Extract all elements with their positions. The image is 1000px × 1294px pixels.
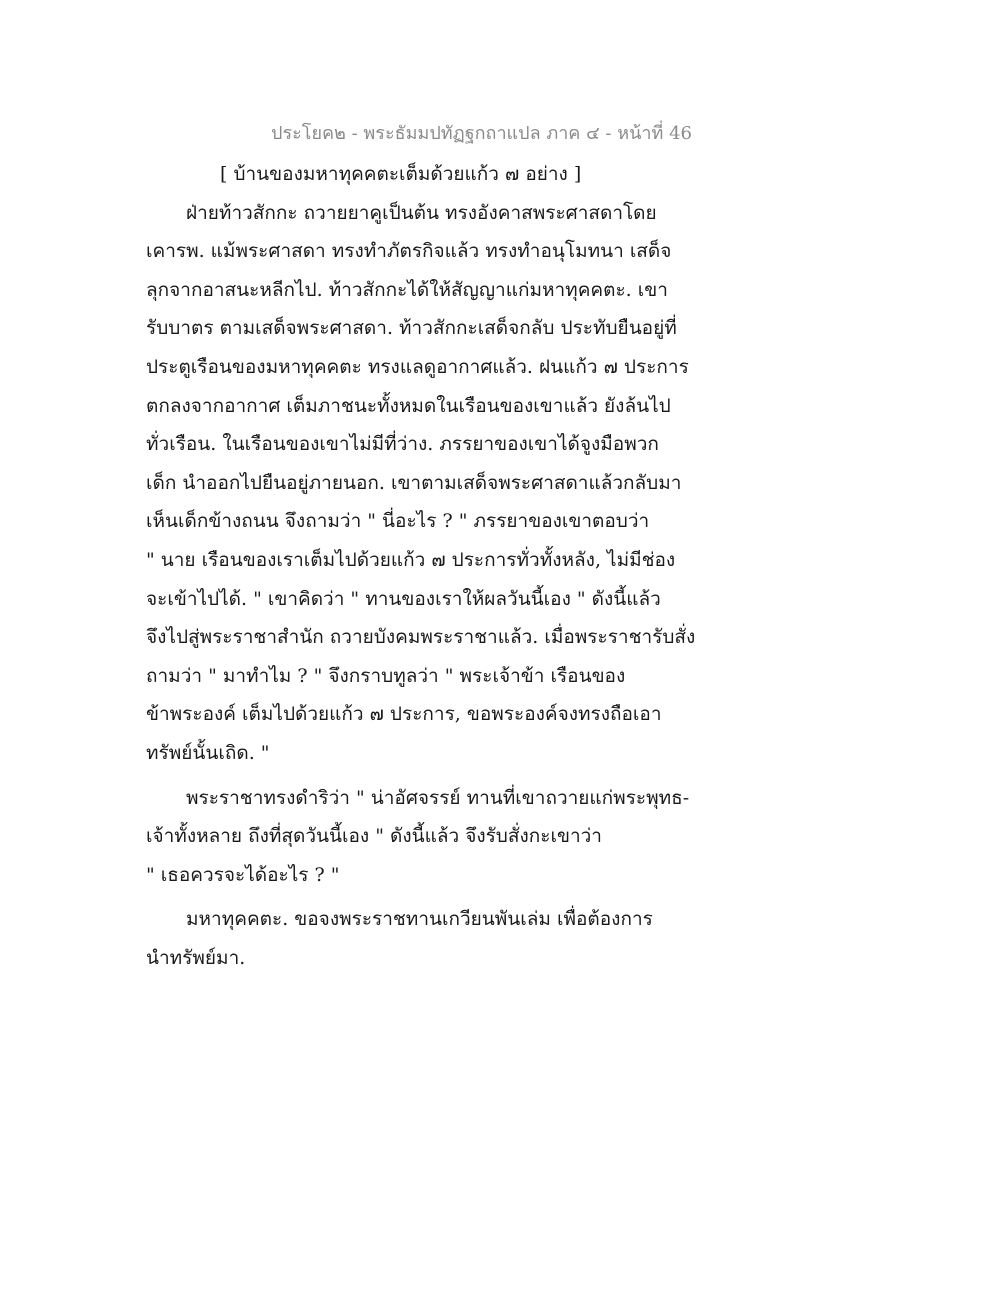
text-line: ข้าพระองค์ เต็มไปด้วยแก้ว ๗ ประการ, ขอพระองค์จงทรงถือเอา <box>146 703 662 726</box>
section-title: [ บ้านของมหาทุคคตะเต็มด้วยแก้ว ๗ อย่าง ] <box>220 163 582 185</box>
running-header: ประโยค๒ - พระธัมมปทัฏฐกถาแปล ภาค ๔ - หน้าที่ 46 <box>271 123 692 144</box>
text-line: เคารพ. แม้พระศาสดา ทรงทำภัตรกิจแล้ว ทรงทำอนุโมทนา เสด็จ <box>146 240 672 263</box>
paragraph-1 <box>146 194 706 773</box>
text-line: " นาย เรือนของเราเต็มไปด้วยแก้ว ๗ ประการทั่วทั้งหลัง, ไม่มีช่อง <box>146 548 676 571</box>
text-line: นำทรัพย์มา. <box>146 946 246 969</box>
text-line: ลุกจากอาสนะหลีกไป. ท้าวสักกะได้ให้สัญญาแก่มหาทุคคตะ. เขา <box>146 278 668 301</box>
text-line: พระราชาทรงดำริว่า " น่าอัศจรรย์ ทานที่เขาถวายแก่พระพุทธ- <box>186 786 690 809</box>
text-line: เด็ก นำออกไปยืนอยู่ภายนอก. เขาตามเสด็จพระศาสดาแล้วกลับมา <box>146 471 682 494</box>
document-body <box>146 155 706 977</box>
text-line: " เธอควรจะได้อะไร ? " <box>146 863 340 886</box>
text-line: ฝ่ายท้าวสักกะ ถวายยาคูเป็นต้น ทรงอังคาสพระศาสดาโดย <box>186 201 657 224</box>
text-line: จึงไปสู่พระราชาสำนัก ถวายบังคมพระราชาแล้ว. เมื่อพระราชารับสั่ง <box>146 626 696 649</box>
paragraph-3 <box>146 900 706 977</box>
text-line: จะเข้าไปได้. " เขาคิดว่า " ทานของเราให้ผลวันนี้เอง " ดังนี้แล้ว <box>146 587 661 610</box>
text-line: ตกลงจากอากาศ เต็มภาชนะทั้งหมดในเรือนของเขาแล้ว ยังล้นไป <box>146 394 671 417</box>
text-line: เจ้าทั้งหลาย ถึงที่สุดวันนี้เอง " ดังนี้แล้ว จึงรับสั่งกะเขาว่า <box>146 825 602 848</box>
text-line: มหาทุคคตะ. ขอจงพระราชทานเกวียนพันเล่ม เพื่อต้องการ <box>186 908 653 931</box>
text-line: ถามว่า " มาทำไม ? " จึงกราบทูลว่า " พระเจ้าข้า เรือนของ <box>146 664 626 687</box>
paragraph-2 <box>146 779 706 895</box>
text-line: ทรัพย์นั้นเถิด. " <box>146 741 270 764</box>
text-line: ทั่วเรือน. ในเรือนของเขาไม่มีที่ว่าง. ภรรยาของเขาได้จูงมือพวก <box>146 433 659 456</box>
text-line: เห็นเด็กข้างถนน จึงถามว่า " นี่อะไร ? " ภรรยาของเขาตอบว่า <box>146 510 650 533</box>
text-line: ประตูเรือนของมหาทุคคตะ ทรงแลดูอากาศแล้ว. ฝนแก้ว ๗ ประการ <box>146 355 689 378</box>
text-line: รับบาตร ตามเสด็จพระศาสดา. ท้าวสักกะเสด็จกลับ ประทับยืนอยู่ที่ <box>146 317 677 340</box>
